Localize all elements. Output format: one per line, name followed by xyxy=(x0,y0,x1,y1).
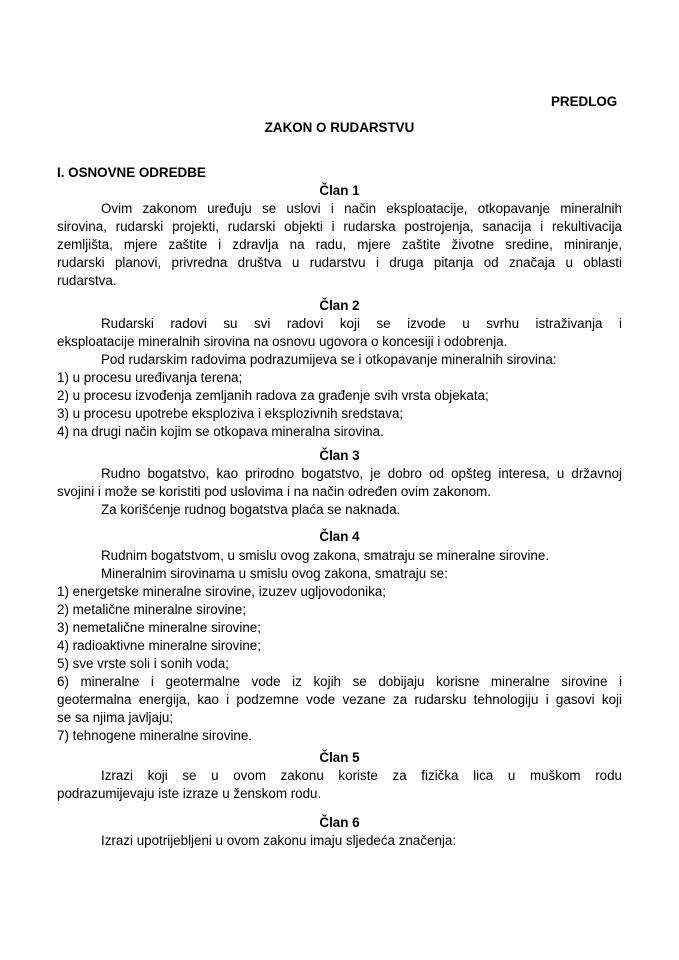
article-4-heading: Član 4 xyxy=(319,529,360,544)
list-item: 1) u procesu uređivanja terena; xyxy=(57,370,243,385)
list-item: geotermalna energija, kao i podzemne vode vezane za rudarsku tehnologiju i gasovi koji xyxy=(57,692,622,707)
article-1-text xyxy=(57,200,622,290)
article-4-line: Rudnim bogatstvom, u smislu ovog zakona, smatraju se mineralne sirovine. xyxy=(101,548,550,563)
list-item: 4) radioaktivne mineralne sirovine; xyxy=(57,638,261,653)
list-item: 3) u procesu upotrebe eksploziva i eksplozivnih sredstava; xyxy=(57,406,404,421)
article-5-line: podrazumijevaju iste izraze u ženskom rodu. xyxy=(57,786,322,801)
article-2-line: eksploatacije mineralnih sirovina na osnovu ugovora o koncesiji i odobrenja. xyxy=(57,334,508,349)
article-1-heading: Član 1 xyxy=(319,183,360,198)
list-item: 1) energetske mineralne sirovine, izuzev ugljovodonika; xyxy=(57,584,386,599)
predlog-label: PREDLOG xyxy=(551,94,618,109)
article-5-text xyxy=(57,767,622,803)
article-3-line: Za korišćenje rudnog bogatstva plaća se naknada. xyxy=(101,502,401,517)
list-item: 7) tehnogene mineralne sirovine. xyxy=(57,728,253,743)
article-6-heading: Član 6 xyxy=(319,815,360,830)
article-4-line: Mineralnim sirovinama u smislu ovog zakona, smatraju se: xyxy=(101,566,448,581)
article-5-heading: Član 5 xyxy=(319,750,360,765)
list-item: 2) u procesu izvođenja zemljanih radova za građenje svih vrsta objekata; xyxy=(57,388,489,403)
article-2-line: Rudarski radovi su svi radovi koji se izvode u svrhu istraživanja i xyxy=(101,316,622,331)
list-item: se sa njima javljaju; xyxy=(57,710,174,725)
article-1-line: Ovim zakonom uređuju se uslovi i način eksploatacije, otkopavanje mineralnih xyxy=(101,201,622,216)
article-1-line: rudarstva. xyxy=(57,273,117,288)
article-2-heading: Član 2 xyxy=(319,298,360,313)
article-2-line: Pod rudarskim radovima podrazumijeva se i otkopavanje mineralnih sirovina: xyxy=(101,352,557,367)
article-3-line: svojini i može se koristiti pod uslovima i na način određen ovim zakonom. xyxy=(57,484,491,499)
article-1-line: sirovina, rudarski projekti, rudarski objekti i rudarska postrojenja, sanacija i rekultivacija xyxy=(57,219,622,234)
article-2-text xyxy=(57,315,622,441)
article-1-line: zemljišta, mjere zaštite i zdravlja na radu, mjere zaštite životne sredine, miniranje, xyxy=(57,237,622,252)
article-3-heading: Član 3 xyxy=(319,448,360,463)
article-1-line: rudarski planovi, privredna društva u rudarstvu i druga pitanja od značaja u oblasti xyxy=(57,255,622,270)
article-3-text xyxy=(57,465,622,519)
list-item: 5) sve vrste soli i sonih voda; xyxy=(57,656,229,671)
article-6-text xyxy=(57,832,622,850)
article-6-line: Izrazi upotrijebljeni u ovom zakonu imaju sljedeća značenja: xyxy=(101,833,457,848)
list-item: 3) nemetalične mineralne sirovine; xyxy=(57,620,261,635)
list-item: 2) metalične mineralne sirovine; xyxy=(57,602,247,617)
law-title: ZAKON O RUDARSTVU xyxy=(264,120,415,135)
article-3-line: Rudno bogatstvo, kao prirodno bogatstvo, je dobro od opšteg interesa, u državnoj xyxy=(101,466,622,481)
list-item: 6) mineralne i geotermalne vode iz kojih se dobijaju korisne mineralne sirovine i xyxy=(57,674,622,689)
article-5-line: Izrazi koji se u ovom zakonu koriste za fizička lica u muškom rodu xyxy=(101,768,622,783)
article-4-text xyxy=(57,547,622,745)
section-title: I. OSNOVNE ODREDBE xyxy=(57,165,206,180)
list-item: 4) na drugi način kojim se otkopava mineralna sirovina. xyxy=(57,424,384,439)
